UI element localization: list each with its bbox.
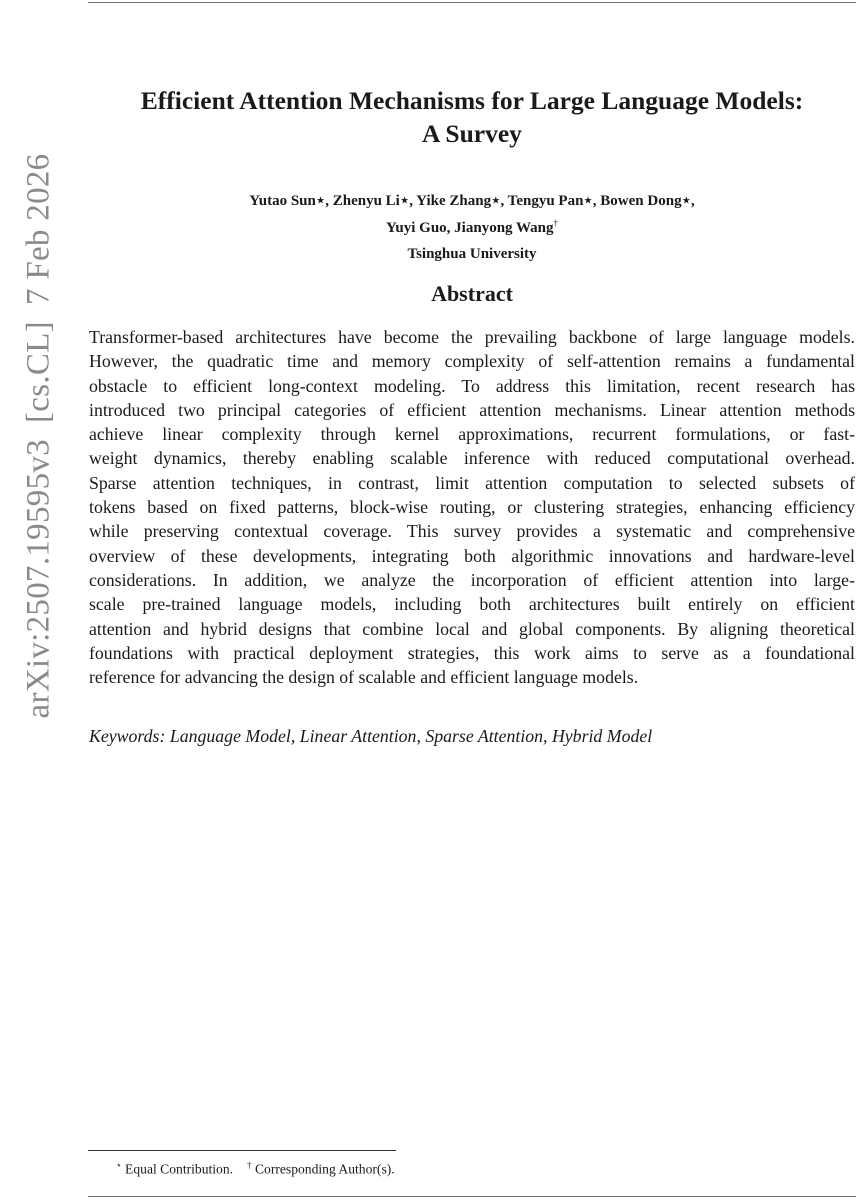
title-line-1: Efficient Attention Mechanisms for Large Language Models:: [140, 86, 804, 115]
arxiv-id: arXiv:2507.19595v3: [20, 439, 57, 719]
abstract-line: Sparse attention techniques, in contrast, limit attention computation to selected subsets of: [89, 472, 855, 493]
footnote-dagger-mark: †: [247, 1160, 252, 1170]
author-line-2-text: Yuyi Guo, Jianyong Wang: [385, 220, 554, 236]
author-line-1: Yutao Sun⋆, Zhenyu Li⋆, Yike Zhang⋆, Tengyu Pan⋆, Bowen Dong⋆,: [249, 193, 695, 209]
abstract-line: Transformer-based architectures have become the prevailing backbone of large language models.: [89, 327, 855, 347]
abstract-line: introduced two principal categories of efficient attention mechanisms. Linear attention methods: [89, 399, 855, 420]
keywords: Keywords: Language Model, Linear Attention, Sparse Attention, Hybrid Model: [89, 726, 653, 746]
footnote-star-mark: ⋆: [116, 1160, 122, 1170]
top-rule: [88, 2, 856, 3]
arxiv-category: [cs.CL]: [20, 321, 57, 424]
abstract-line: tokens based on fixed patterns, block-wise routing, or clustering strategies, enhancing efficiency: [89, 497, 855, 518]
footnotes: [116, 1156, 395, 1179]
abstract-line: obstacle to efficient long-context modeling. To address this limitation, recent research has: [89, 375, 855, 396]
title-line-2: A Survey: [422, 119, 522, 148]
arxiv-side-stamp: [21, 154, 58, 719]
corresponding-dagger: †: [553, 218, 559, 228]
footnote-rule: [88, 1150, 396, 1151]
abstract-heading: Abstract: [431, 281, 513, 306]
abstract-body: [89, 325, 855, 689]
abstract-line: scale pre-trained language models, including both architectures built entirely on efficient: [89, 594, 855, 615]
abstract-line: while preserving contextual coverage. This survey provides a systematic and comprehensive: [89, 521, 855, 542]
footnote-equal-contribution: Equal Contribution.: [125, 1161, 234, 1177]
author-list: [88, 190, 856, 239]
abstract-line: weight dynamics, thereby enabling scalable inference with reduced computational overhead.: [89, 448, 855, 469]
abstract-line: However, the quadratic time and memory complexity of self-attention remains a fundamental: [89, 351, 855, 372]
paper-title: [88, 84, 856, 150]
abstract-line: foundations with practical deployment strategies, this work aims to serve as a foundational: [89, 642, 855, 663]
abstract-line: reference for advancing the design of scalable and efficient language models.: [89, 667, 639, 688]
arxiv-date: 7 Feb 2026: [20, 153, 57, 306]
bottom-rule: [88, 1196, 856, 1197]
abstract-line: overview of these developments, integrating both algorithmic innovations and hardware-level: [89, 545, 855, 566]
author-line-2: [88, 212, 856, 239]
footnote-corresponding-author: Corresponding Author(s).: [254, 1161, 395, 1177]
abstract-line: attention and hybrid designs that combine local and global components. By aligning theoretical: [89, 618, 855, 639]
affiliation: Tsinghua University: [407, 246, 537, 262]
abstract-line: achieve linear complexity through kernel approximations, recurrent formulations, or fast-: [89, 424, 855, 445]
abstract-line: considerations. In addition, we analyze the incorporation of efficient attention into large-: [89, 569, 855, 590]
